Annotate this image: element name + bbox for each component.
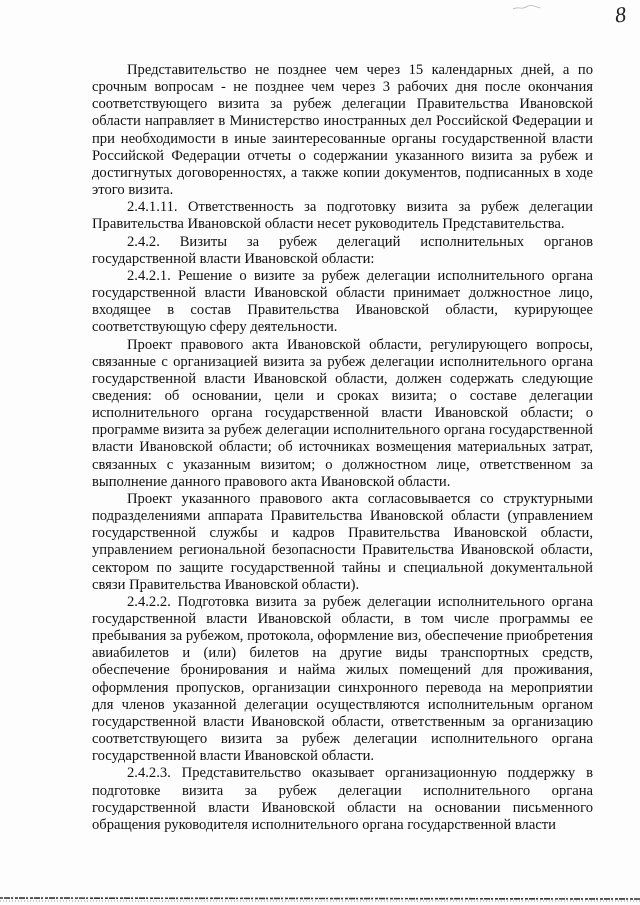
scan-bottom-edge [0,892,640,905]
paragraph-2-4-2-1: 2.4.2.1. Решение о визите за рубеж делегации исполнительного органа государственной власти Ивановской области принимает должностное лицо, входящее в состав Правительства Ивановской области, курирующее соответствующую сферу деятельности. [92,267,593,336]
paragraph-2-4-2: 2.4.2. Визиты за рубеж делегаций исполнительных органов государственной власти Ивановской области: [92,233,593,267]
paragraph-2-4-2-2: 2.4.2.2. Подготовка визита за рубеж делегации исполнительного органа государственной власти Ивановской области, в том числе программы ее пребывания за рубежом, протокола, оформление виз, обеспечение приобретения авиабилетов и (или) билетов на другие виды транспортных средств, обеспечение бронирования и найма жилых помещений для проживания, оформления пропусков, организации синхронного перевода на мероприятии для членов указанной делегации осуществляются исполнительным органом государственной власти Ивановской области, ответственным за организацию соответствующего визита за рубеж делегации исполнительного органа государственной власти Ивановской области. [92,593,593,765]
paragraph-2-4-2-3: 2.4.2.3. Представительство оказывает организационную поддержку в подготовке визита за рубеж делегации исполнительного органа государственной власти Ивановской области на основании письменного обращения руководителя исполнительного органа государственной власти [92,765,593,833]
paragraph-2-4-1-11: 2.4.1.11. Ответственность за подготовку визита за рубеж делегации Правительства Ивановской области несет руководитель Представительства. [92,199,593,233]
page-number: 8 [613,1,628,28]
paragraph-legal-act-approval: Проект указанного правового акта согласовывается со структурными подразделениями аппарата Правительства Ивановской области (управлением государственной службы и кадров Правительства Ивановской области, управлением региональной безопасности Правительства Ивановской области, сектором по защите государственной тайны и специальной документальной связи Правительства Ивановской области). [92,490,593,593]
scan-artifact [512,4,542,12]
paragraph-legal-act-contents: Проект правового акта Ивановской области, регулирующего вопросы, связанные с организацией визита за рубеж делегации исполнительного органа государственной власти Ивановской области, должен содержать следующие сведения: об основании, цели и сроках визита; о составе делегации исполнительного органа государственной власти Ивановской области; о программе визита за рубеж делегации исполнительного органа государственной власти Ивановской области; об источниках возмещения материальных затрат, связанных с указанным визитом; о должностном лице, ответственном за выполнение данного правового акта Ивановской области. [92,336,593,490]
paragraph-report-obligation: Представительство не позднее чем через 15 календарных дней, а по срочным вопросам - не позднее чем через 3 рабочих дня после окончания соответствующего визита за рубеж делегации Правительства Ивановской области направляет в Министерство иностранных дел Российской Федерации и при необходимости в иные заинтересованные органы государственной власти Российской Федерации отчеты о содержании указанного визита за рубеж и достигнутых договоренностях, а также копии документов, подписанных в ходе этого визита. [92,62,593,199]
document-body [92,62,593,834]
